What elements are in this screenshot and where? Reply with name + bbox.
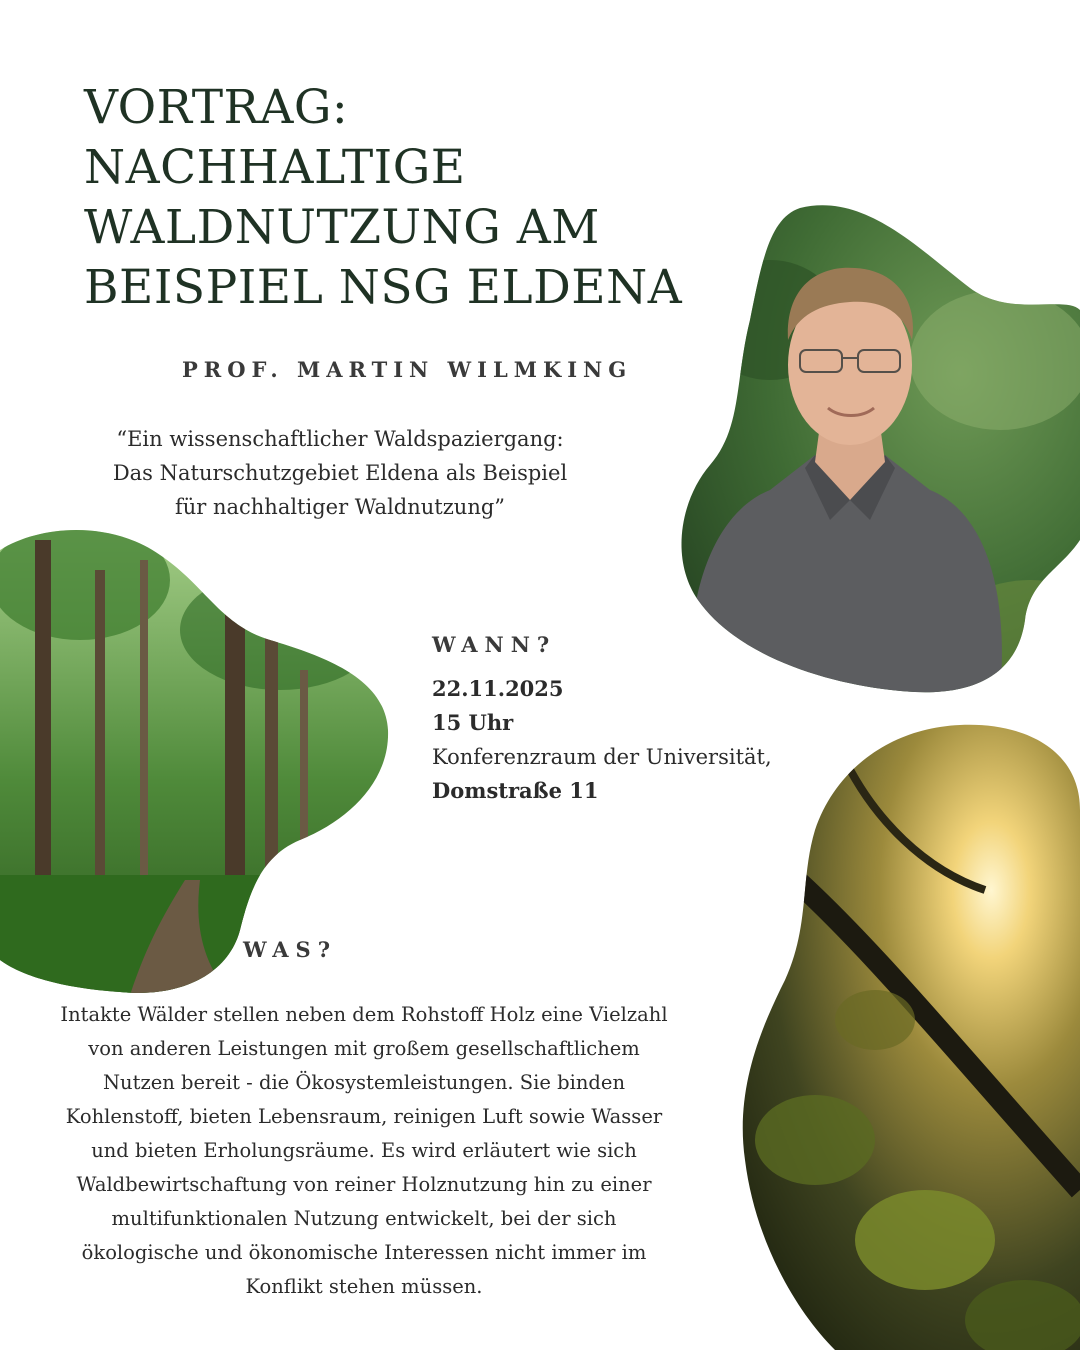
sunlit-leaves-photo xyxy=(725,720,1080,1350)
title-line: WALDNUTZUNG AM xyxy=(84,200,600,255)
quote-line: für nachhaltiger Waldnutzung” xyxy=(174,495,506,519)
description-line: Nutzen bereit - die Ökosystemleistungen. Sie binden xyxy=(102,1071,625,1094)
event-details xyxy=(432,672,772,808)
quote-line: Das Naturschutzgebiet Eldena als Beispiel xyxy=(112,461,568,485)
title-line: BEISPIEL NSG ELDENA xyxy=(84,260,683,315)
quote-line: “Ein wissenschaftlicher Waldspaziergang: xyxy=(116,427,564,451)
description-line: und bieten Erholungsräume. Es wird erläutert wie sich xyxy=(91,1139,637,1162)
title-line: VORTRAG: xyxy=(84,80,349,135)
speaker-name: PROF. MARTIN WILMKING xyxy=(182,357,633,382)
description-line: Kohlenstoff, bieten Lebensraum, reinigen Luft sowie Wasser xyxy=(65,1105,663,1128)
what-heading: WAS? xyxy=(243,937,338,962)
description-line: Intakte Wälder stellen neben dem Rohstoff Holz eine Vielzahl xyxy=(60,1003,668,1026)
description-line: Konflikt stehen müssen. xyxy=(245,1275,483,1298)
description-line: Waldbewirtschaftung von reiner Holznutzung hin zu einer xyxy=(76,1173,652,1196)
speaker-portrait-photo xyxy=(680,200,1080,695)
lecture-description xyxy=(0,998,728,1304)
event-address: Domstraße 11 xyxy=(432,778,599,803)
when-heading: WANN? xyxy=(432,632,557,657)
lecture-quote xyxy=(40,422,640,524)
event-time: 15 Uhr xyxy=(432,710,514,735)
description-line: ökologische und ökonomische Interessen nicht immer im xyxy=(81,1241,647,1264)
page-title xyxy=(84,78,724,318)
forest-path-photo xyxy=(0,520,390,995)
event-location: Konferenzraum der Universität, xyxy=(432,745,772,769)
description-line: multifunktionalen Nutzung entwickelt, bei der sich xyxy=(111,1207,617,1230)
event-date: 22.11.2025 xyxy=(432,676,564,701)
description-line: von anderen Leistungen mit großem gesellschaftlichem xyxy=(88,1037,640,1060)
title-line: NACHHALTIGE xyxy=(84,140,466,195)
